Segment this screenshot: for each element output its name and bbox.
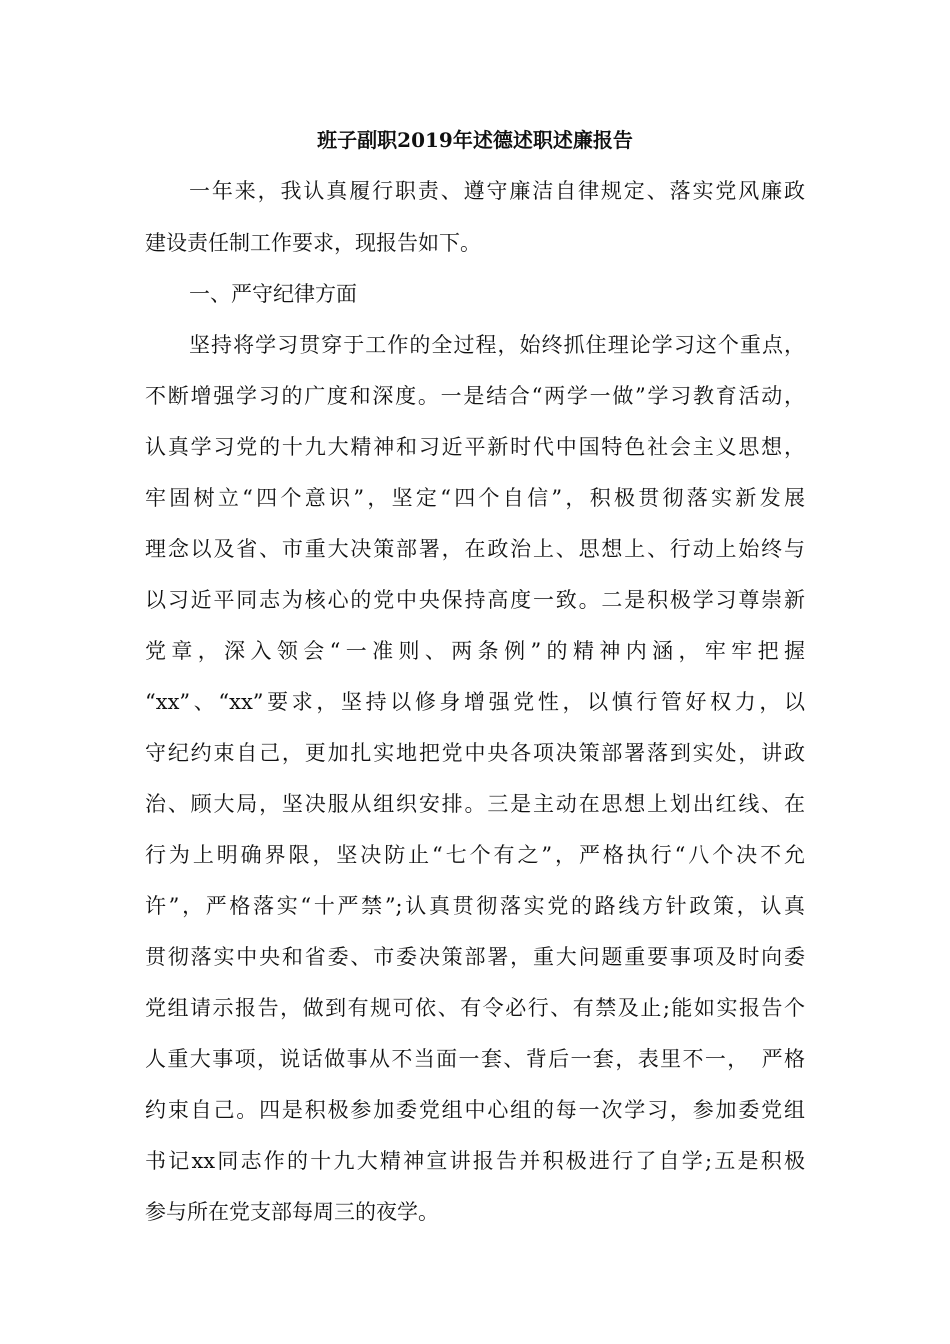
paragraph-line: 理念以及省、市重大决策部署，在政治上、思想上、行动上始终与 xyxy=(145,537,805,561)
paragraph-line: 人重大事项，说话做事从不当面一套、背后一套，表里不一， 严格 xyxy=(145,1047,805,1071)
paragraph-line: 约束自己。四是积极参加委党组中心组的每一次学习，参加委党组 xyxy=(145,1098,805,1122)
paragraph-line: 许”，严格落实“十严禁”;认真贯彻落实党的路线方针政策，认真 xyxy=(145,894,805,918)
paragraph-line: 坚持将学习贯穿于工作的全过程，始终抓住理论学习这个重点， xyxy=(189,333,805,357)
paragraph-line: 书记xx同志作的十九大精神宣讲报告并积极进行了自学;五是积极 xyxy=(145,1149,805,1173)
paragraph-line: 参与所在党支部每周三的夜学。 xyxy=(145,1200,439,1224)
paragraph-line: 党章，深入领会“一准则、两条例”的精神内涵，牢牢把握 xyxy=(145,639,805,663)
paragraph-line: “xx”、“xx”要求，坚持以修身增强党性，以慎行管好权力，以 xyxy=(145,690,805,714)
paragraph-line: 不断增强学习的广度和深度。一是结合“两学一做”学习教育活动， xyxy=(145,384,805,408)
paragraph-line: 以习近平同志为核心的党中央保持高度一致。二是积极学习尊崇新 xyxy=(145,588,805,612)
paragraph-line: 认真学习党的十九大精神和习近平新时代中国特色社会主义思想， xyxy=(145,435,805,459)
paragraph-line: 治、顾大局，坚决服从组织安排。三是主动在思想上划出红线、在 xyxy=(145,792,805,816)
paragraph-line: 党组请示报告，做到有规可依、有令必行、有禁及止;能如实报告个 xyxy=(145,996,805,1020)
paragraph-line: 一年来，我认真履行职责、遵守廉洁自律规定、落实党风廉政 xyxy=(189,179,805,203)
paragraph-line: 行为上明确界限，坚决防止“七个有之”，严格执行“八个决不允 xyxy=(145,843,805,867)
paragraph-line: 牢固树立“四个意识”，坚定“四个自信”，积极贯彻落实新发展 xyxy=(145,486,805,510)
paragraph-line: 建设责任制工作要求，现报告如下。 xyxy=(145,231,481,255)
paragraph-line: 守纪约束自己，更加扎实地把党中央各项决策部署落到实处，讲政 xyxy=(145,741,805,765)
section-heading: 一、严守纪律方面 xyxy=(189,282,357,306)
paragraph-line: 贯彻落实中央和省委、市委决策部署，重大问题重要事项及时向委 xyxy=(145,945,805,969)
document-title: 班子副职2019年述德述职述廉报告 xyxy=(317,128,633,152)
